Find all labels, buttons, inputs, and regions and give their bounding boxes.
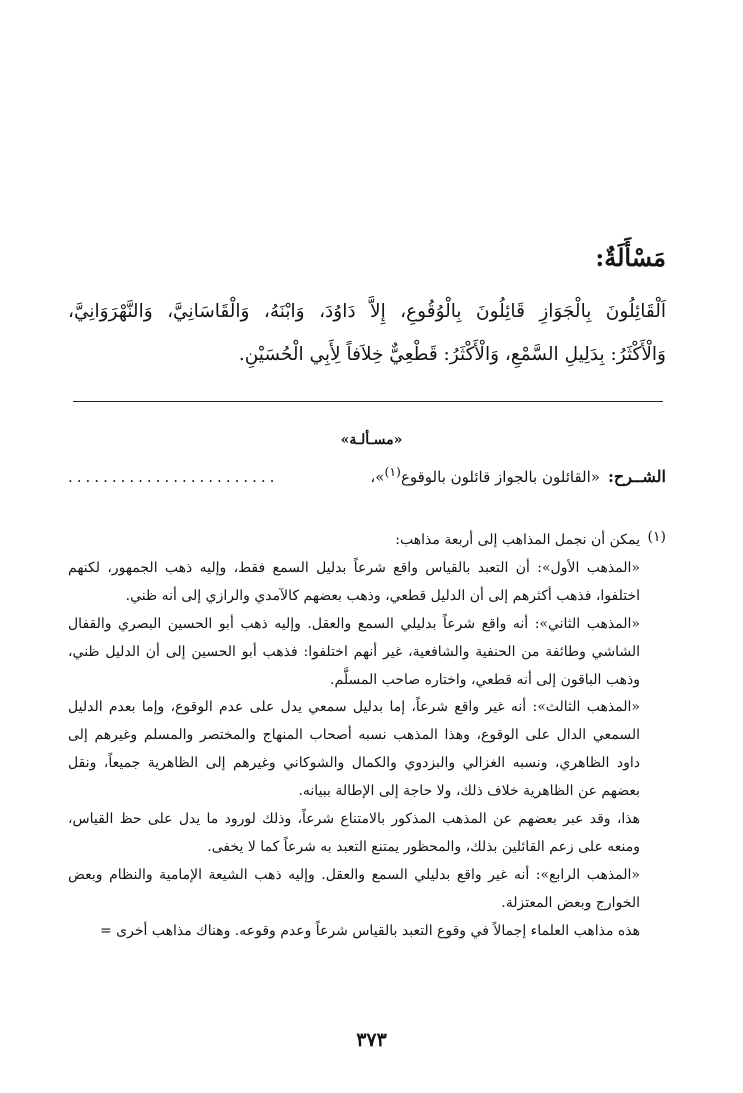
main-text [68, 290, 666, 376]
section-heading: مَسْأَلَةٌ: [595, 243, 666, 272]
footnote-reference: (١) [384, 464, 401, 479]
commentary-quote [370, 464, 600, 486]
commentary-line [68, 464, 666, 486]
commentary-closing: »، [370, 468, 385, 486]
commentary-title: «مسـألـة» [340, 432, 403, 448]
footnote-paragraph: «المذهب الأول»: أن التعبد بالقياس واقع شرعاً بدليل السمع فقط، وإليه ذهب الجمهور، لكنهم اختلفوا، فذهب أكثرهم إلى أن الدليل قطعي، وذهب بعضهم كالآمدي والرازي إلى أنه ظني. [68, 559, 640, 604]
main-text-line-1: اَلْقَائِلُونَ بِالْجَوَازِ قَائِلُونَ بِالْوُقُوعِ، إِلاَّ دَاوُدَ، وَابْنَهُ، وَالْقَاسَانِيَّ، وَالنَّهْرَوَانِيَّ، [68, 301, 666, 322]
leader-dots: ........................ [68, 468, 279, 486]
footnote-paragraph: «المذهب الرابع»: أنه غير واقع بدليلي السمع والعقل. وإليه ذهب الشيعة الإمامية والنظام وبعض الخوارج وبعض المعتزلة. [68, 866, 640, 911]
footnote-number: (١) [647, 529, 666, 545]
main-text-line-2: وَالْأَكْثَرُ: بِدَلِيلِ السَّمْعِ، وَالْأَكْثَرُ: قَطْعِيٌّ خِلاَفاً لِأَبِي الْحُسَيْنِ. [238, 344, 666, 365]
separator-rule [73, 401, 663, 402]
footnote-paragraph: يمكن أن نجمل المذاهب إلى أربعة مذاهب: [395, 532, 640, 548]
page-number: ٣٧٣ [356, 1029, 387, 1051]
footnote-paragraph: «المذهب الثالث»: أنه غير واقع شرعاً، إما بدليل سمعي يدل على عدم الوقوع، وإما بعدم الدليل السمعي الدال على الوقوع، وهذا المذهب نسبه أصحاب المنهاج والمختصر والمسلم وغيرهم إلى داود الظاهري، ونسبه الغزالي والبزدوي والكمال والشوكاني وغيرهم إلى الظاهرية جميعاً، ونقل بعضهم عن الظاهرية خلاف ذلك، ولا حاجة إلى الإطالة ببيانه. [68, 699, 640, 800]
commentary-label: الشــرح: [607, 467, 666, 486]
commentary-text: «القائلون بالجواز قائلون بالوقوع [400, 468, 600, 486]
footnote-paragraph: هذا، وقد عبر بعضهم عن المذهب المذكور بالامتناع شرعاً، وذلك لورود ما يدل على حظ القياس، ومنعه على زعم القائلين بذلك، والمحظور يمتنع التعبد به شرعاً كما لا يخفى. [68, 811, 640, 855]
footnote-paragraph: «المذهب الثاني»: أنه واقع شرعاً بدليلي السمع والعقل. وإليه ذهب أبو الحسين البصري والقفال الشاشي وطائفة من الحنفية والشافعية، غير أنهم اختلفوا: فذهب أبو الحسين إلى أن الدليل ظني، وذهب الباقون إلى أنه قطعي، واختاره صاحب المسلَّم. [68, 615, 640, 688]
footnote-body [68, 527, 640, 946]
footnote-paragraph: هذه مذاهب العلماء إجمالاً في وقوع التعبد بالقياس شرعاً وعدم وقوعه. وهناك مذاهب أخرى = [99, 922, 640, 939]
